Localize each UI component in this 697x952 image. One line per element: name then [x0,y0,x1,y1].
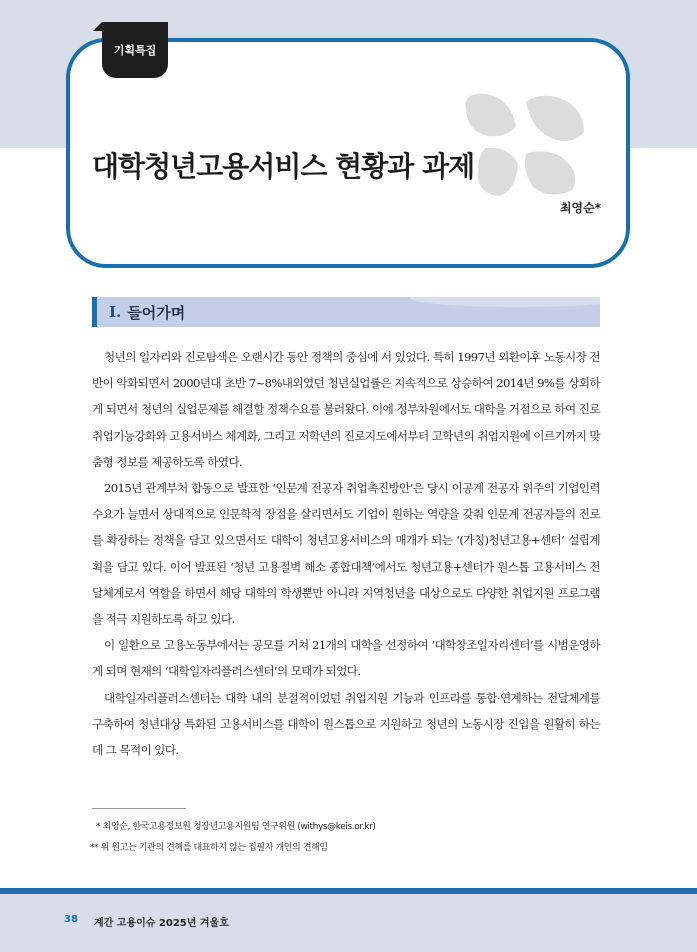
paragraph: 대학일자리플러스센터는 대학 내의 분절적이었던 취업지원 기능과 인프라를 통합·연계하는 전달체계를 구축하여 청년대상 특화된 고용서비스를 대학이 원스톱으로 지원하고 청년의 노동시장 진입을 원활히 하는 데 그 목적이 있다. [92,690,600,758]
footnote-divider [92,808,186,809]
decorative-petals-icon [460,92,590,202]
section-heading-decoration [410,297,600,307]
paragraph: 이 일환으로 고용노동부에서는 공모를 거쳐 21개의 대학을 선정하여 ‘대학창조일자리센터’를 시범운영하게 되며 현재의 ‘대학일자리플러스센터’의 모태가 되었다. [92,638,600,679]
section-heading [92,297,600,327]
page-number: 38 [64,914,78,925]
paragraph: 2015년 관계부처 합동으로 발표한 ‘인문계 전공자 취업촉진방안’은 당시 이공계 전공자 위주의 기업인력수요가 늘면서 상대적으로 인문학적 장점을 살리면서도 기업이 원하는 역량을 갖춰 인문계 전공자들의 진로를 확장하는 정책을 담고 있으면서도 대학이 청년고용서비스의 매개가 되는 ‘(가칭)청년고용+센터’ 설립계획을 담고 있다. 이어 발표된 ‘청년 고용절벽 해소 종합대책’에서도 청년고용+센터가 원스톱 고용서비스 전달체계로서 역할을 하면서 해당 대학의 학생뿐만 아니라 지역청년을 대상으로도 다양한 취업지원 프로그램을 적극 지원하도록 하고 있다. [92,481,600,627]
author-name: 최영순* [559,201,601,215]
section-title: 들어가며 [127,303,186,322]
paragraph: 청년의 일자리와 진로탐색은 오랜시간 동안 정책의 중심에 서 있었다. 특히 1997년 외환이후 노동시장 전반이 악화되면서 2000년대 초반 7~8%내외였던 청년실업률은 지속적으로 상승하여 2014년 9%를 상회하게 되면서 청년의 실업문제를 해결할 정책수요를 불러왔다. 이에 정부차원에서도 대학을 거점으로 하여 진로취업기능강화와 고용서비스 체계화, 그리고 저학년의 진로지도에서부터 고학년의 취업지원에 이르기까지 맞춤형 정보를 제공하도록 하였다. [92,350,600,469]
section-number: Ⅰ. [109,303,122,321]
category-tag-label: 기획특집 [113,44,157,57]
category-tag [102,22,168,78]
footnote-disclaimer: ** 위 원고는 기관의 견해를 대표하지 않는 집필자 개인의 견해임 [90,843,328,853]
article-body [92,344,600,763]
journal-name: 계간 고용이슈 2025년 겨울호 [94,918,229,929]
footnote-author: * 최영순, 한국고용정보원 청장년고용지원팀 연구위원 (withys@keis.or.kr) [96,822,376,832]
page-title: 대학청년고용서비스 현황과 과제 [92,150,475,183]
